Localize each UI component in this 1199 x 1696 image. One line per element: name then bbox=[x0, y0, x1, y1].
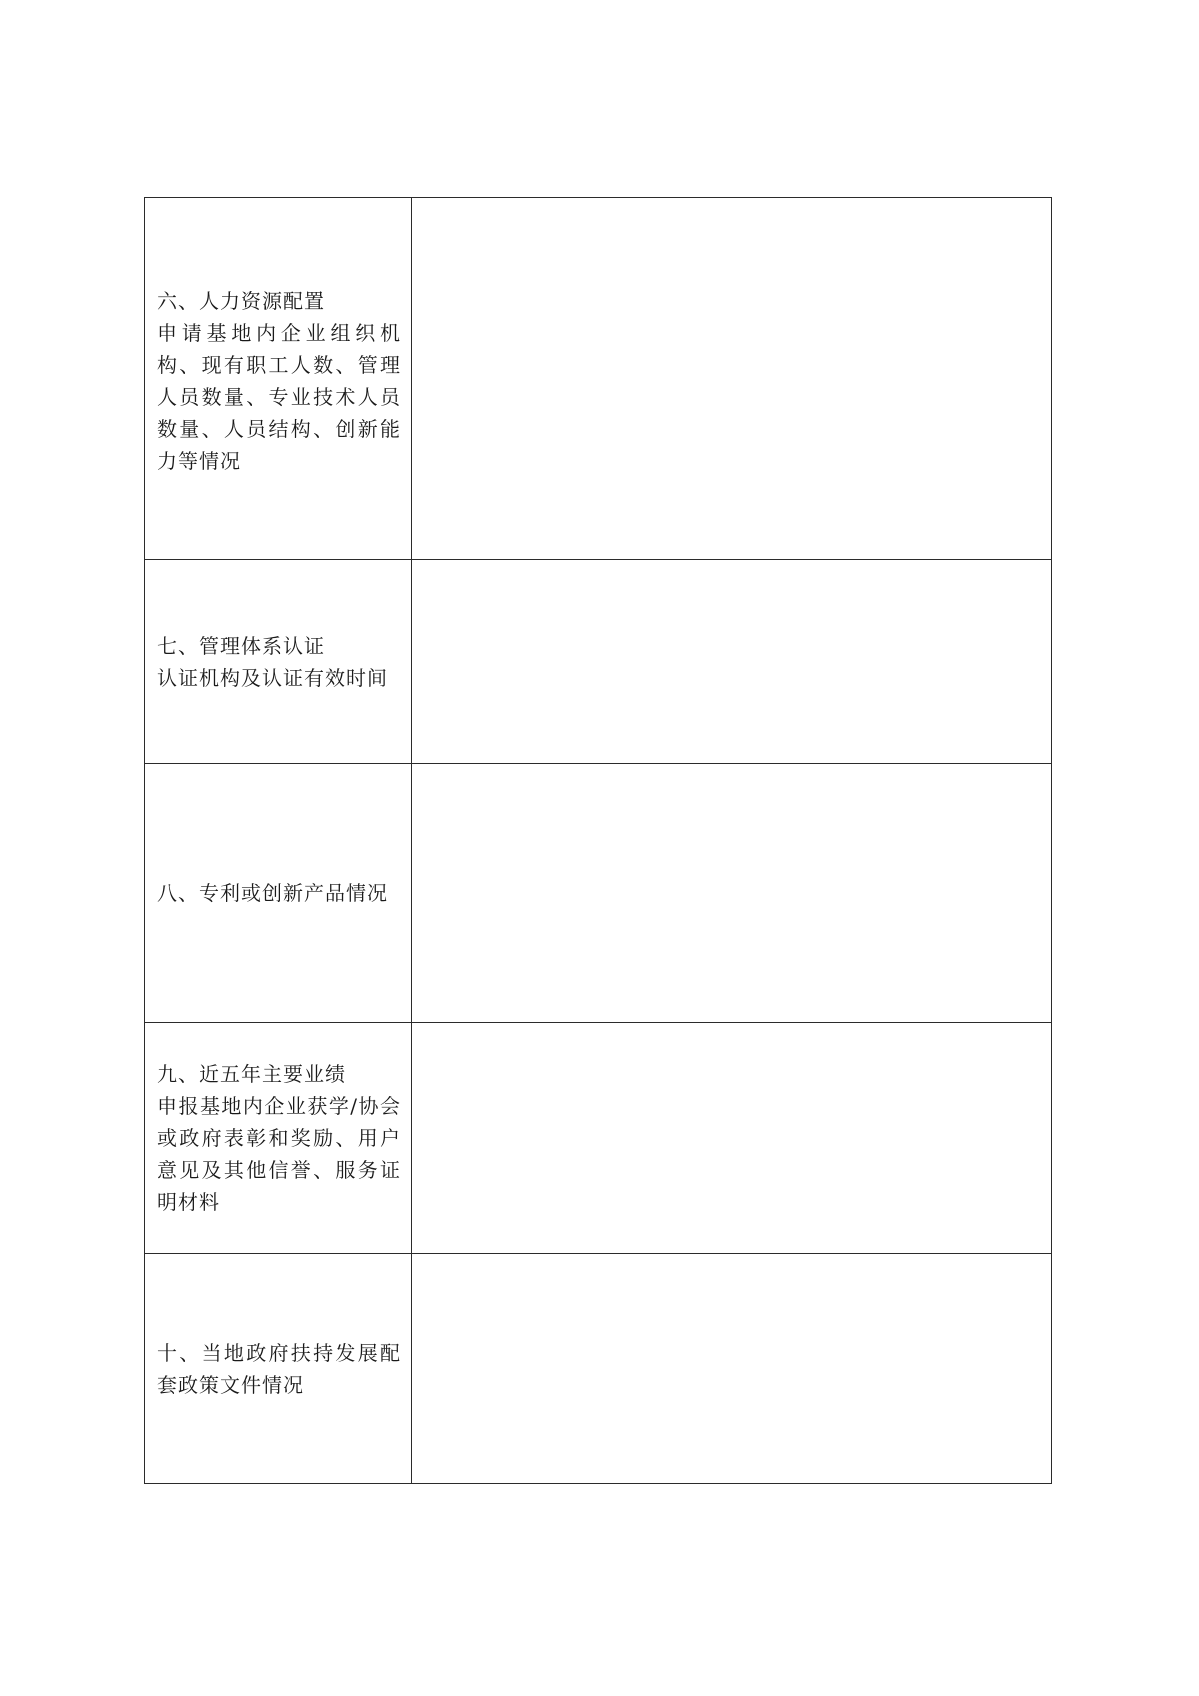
section-label-cell bbox=[145, 198, 412, 560]
section-content-field[interactable] bbox=[412, 1254, 1052, 1484]
section-title: 十、当地政府扶持发展配套政策文件情况 bbox=[157, 1340, 401, 1397]
section-content-field[interactable] bbox=[412, 560, 1052, 764]
section-row-management-certification bbox=[145, 560, 1052, 764]
section-label-cell bbox=[145, 560, 412, 764]
section-title: 八、专利或创新产品情况 bbox=[157, 881, 388, 905]
section-title: 七、管理体系认证 bbox=[157, 633, 325, 658]
section-description: 申报基地内企业获学/协会或政府表彰和奖励、用户意见及其他信誉、服务证明材料 bbox=[157, 1094, 401, 1214]
section-row-government-support bbox=[145, 1254, 1052, 1484]
section-description: 认证机构及认证有效时间 bbox=[157, 665, 388, 690]
section-description: 申请基地内企业组织机构、现有职工人数、管理人员数量、专业技术人员数量、人员结构、创新能力等情况 bbox=[157, 320, 401, 473]
section-content-field[interactable] bbox=[412, 198, 1052, 560]
section-row-achievements bbox=[145, 1023, 1052, 1254]
application-form-table bbox=[144, 197, 1052, 1484]
section-title: 六、人力资源配置 bbox=[157, 288, 325, 313]
section-content-field[interactable] bbox=[412, 764, 1052, 1023]
section-label-cell bbox=[145, 764, 412, 1023]
section-title: 九、近五年主要业绩 bbox=[157, 1062, 346, 1086]
section-label-cell bbox=[145, 1023, 412, 1254]
section-content-field[interactable] bbox=[412, 1023, 1052, 1254]
section-row-human-resources bbox=[145, 198, 1052, 560]
section-label-cell bbox=[145, 1254, 412, 1484]
section-row-patents bbox=[145, 764, 1052, 1023]
